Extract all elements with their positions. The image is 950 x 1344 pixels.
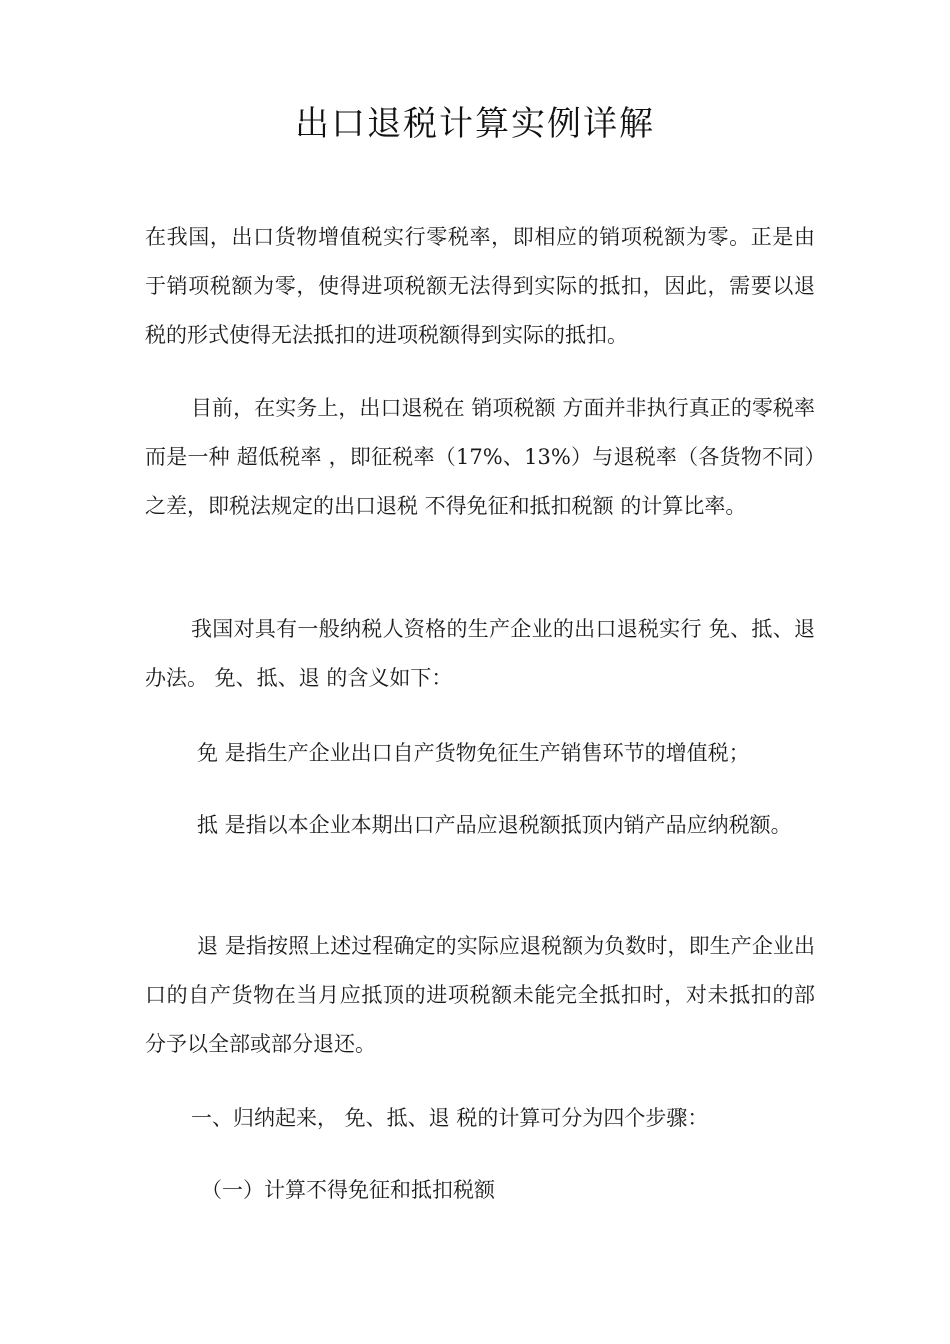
paragraph-refund: 退 是指按照上述过程确定的实际应退税额为负数时，即生产企业出口的自产货物在当月应抵顶的进项税额未能完全抵扣时，对未抵扣的部分予以全部或部分退还。 xyxy=(145,934,815,1056)
paragraph-method: 我国对具有一般纳税人资格的生产企业的出口退税实行 免、抵、退 办法。 免、抵、退 的含义如下： xyxy=(145,617,815,690)
section-heading-steps: 一、归纳起来， 免、抵、退 税的计算可分为四个步骤： xyxy=(191,1106,709,1130)
paragraph-exempt: 免 是指生产企业出口自产货物免征生产销售环节的增值税； xyxy=(197,741,750,765)
paragraph-current-practice: 目前，在实务上，出口退税在 销项税额 方面并非执行真正的零税率而是一种 超低税率 ，即征税率（17%、13%）与退税率（各货物不同）之差，即税法规定的出口退税 不得免征和抵扣税额 的计算比率。 xyxy=(145,396,815,518)
paragraph-offset: 抵 是指以本企业本期出口产品应退税额抵顶内销产品应纳税额。 xyxy=(197,813,792,837)
document-title: 出口退税计算实例详解 xyxy=(295,104,655,144)
subsection-heading-step-one: （一）计算不得免征和抵扣税额 xyxy=(201,1178,495,1202)
paragraph-intro: 在我国，出口货物增值税实行零税率，即相应的销项税额为零。正是由于销项税额为零，使得进项税额无法得到实际的抵扣，因此，需要以退税的形式使得无法抵扣的进项税额得到实际的抵扣。 xyxy=(145,225,815,347)
